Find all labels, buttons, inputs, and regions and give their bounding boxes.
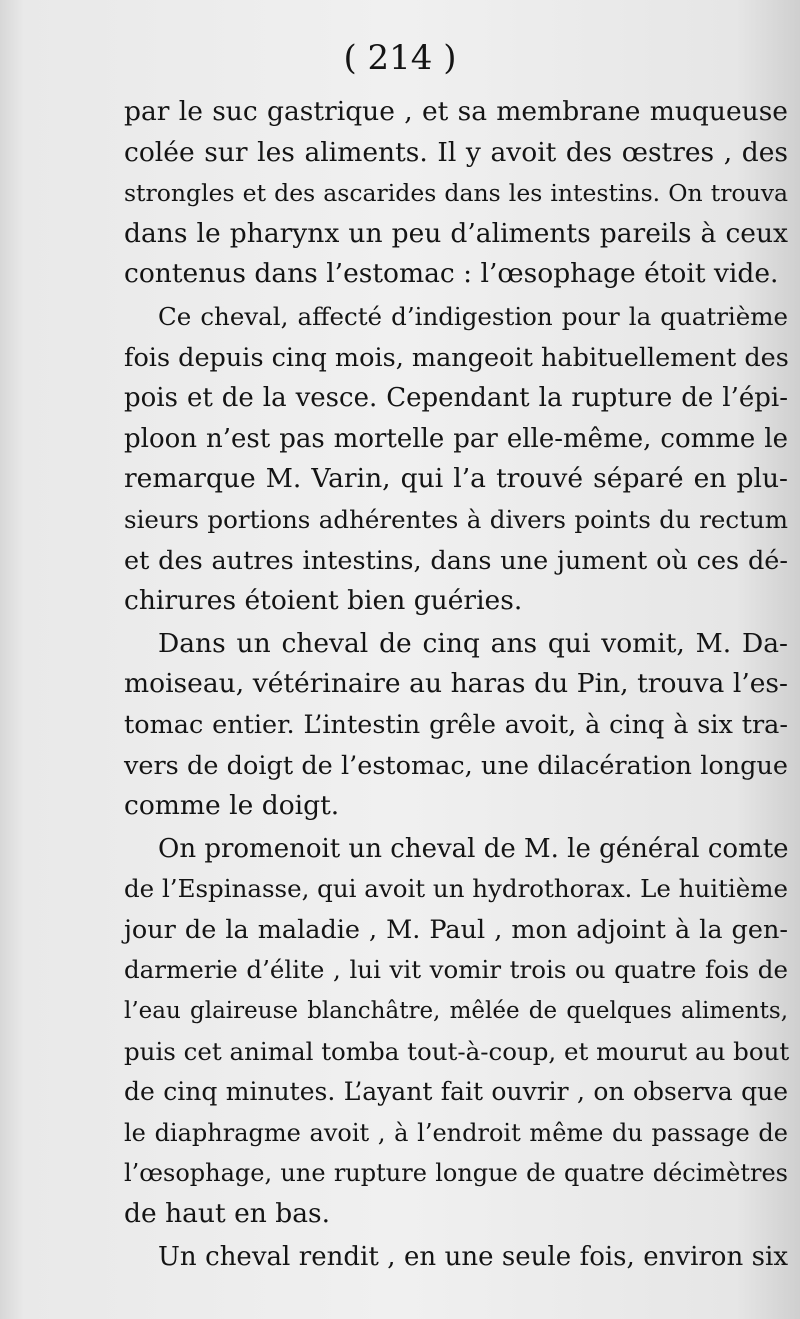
page-number: ( 214 ) (343, 38, 457, 78)
text-line: par le suc gastrique , et sa membrane muqueuse (124, 96, 788, 127)
paragraph-1 (124, 92, 788, 295)
text-line: puis cet animal tomba tout-à-coup, et mourut au bout (124, 1036, 790, 1066)
paragraph-3 (124, 624, 788, 827)
text-line: colée sur les aliments. Il y avoit des œstres , des (124, 136, 788, 168)
text-line: jour de la maladie , M. Paul , mon adjoint à la gen- (124, 914, 788, 945)
text-line: comme le doigt. (124, 790, 340, 822)
text-line: Dans un cheval de cinq ans qui vomit, M. Da- (158, 627, 788, 659)
paragraph-5 (124, 1237, 788, 1278)
text-line: vers de doigt de l’estomac, une dilacération longue (124, 750, 788, 781)
text-line: de cinq minutes. L’ayant fait ouvrir , on observa que (124, 1077, 788, 1107)
text-line: On promenoit un cheval de M. le général comte (158, 833, 789, 864)
paragraph-2 (124, 297, 788, 622)
text-line: de l’Espinasse, qui avoit un hydrothorax. Le huitième (124, 874, 788, 904)
text-line: l’eau glaireuse blanchâtre, mêlée de quelques aliments, (124, 998, 788, 1025)
text-line: sieurs portions adhérentes à divers points du rectum (124, 504, 788, 534)
text-line: moiseau, vétérinaire au haras du Pin, trouva l’es- (124, 668, 788, 700)
text-line: pois et de la vesce. Cependant la rupture de l’épi- (124, 383, 788, 414)
text-line: et des autres intestins, dans une jument où ces dé- (124, 545, 788, 576)
text-line: le diaphragme avoit , à l’endroit même du passage de (124, 1118, 788, 1147)
text-line: fois depuis cinq mois, mangeoit habituellement des (124, 342, 789, 373)
text-body (124, 92, 788, 1277)
text-line: l’œsophage, une rupture longue de quatre décimètres (124, 1159, 788, 1188)
text-line: strongles et des ascarides dans les intestins. On trouva (124, 179, 788, 208)
text-line: tomac entier. L’intestin grêle avoit, à cinq à six tra- (124, 709, 788, 740)
text-line: dans le pharynx un peu d’aliments pareils à ceux (124, 217, 788, 249)
text-line: remarque M. Varin, qui l’a trouvé séparé en plu- (124, 463, 788, 495)
text-line: Un cheval rendit , en une seule fois, environ six (158, 1241, 788, 1272)
paragraph-4 (124, 829, 788, 1235)
text-line: ploon n’est pas mortelle par elle-même, comme le (124, 423, 788, 454)
text-line: de haut en bas. (124, 1198, 331, 1230)
text-line: darmerie d’élite , lui vit vomir trois ou quatre fois de (124, 955, 788, 985)
text-line: contenus dans l’estomac : l’œsophage étoit vide. (124, 258, 779, 290)
text-line: Ce cheval, affecté d’indigestion pour la quatrième (158, 301, 788, 331)
text-line: chirures étoient bien guéries. (124, 585, 523, 617)
